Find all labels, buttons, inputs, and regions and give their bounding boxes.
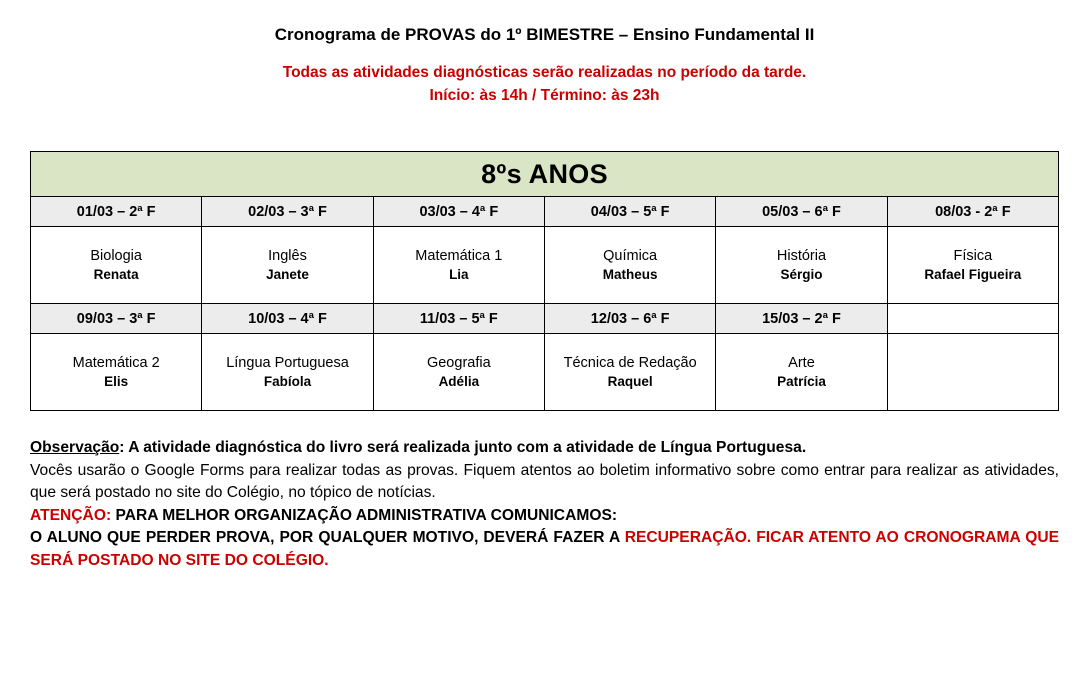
page-title-part-3: do bbox=[475, 25, 506, 44]
observation-label: Observação bbox=[30, 439, 120, 457]
exam-teacher: Raquel bbox=[607, 373, 653, 389]
page-title-part-5: – Ensino Fundamental II bbox=[614, 25, 815, 44]
exam-teacher: Lia bbox=[449, 266, 469, 282]
schedule-table-wrapper bbox=[30, 151, 1059, 411]
exam-cell bbox=[716, 227, 887, 304]
exam-teacher: Elis bbox=[104, 373, 129, 389]
schedule-table bbox=[30, 151, 1059, 411]
date-header: 03/03 – 4ª F bbox=[373, 197, 544, 227]
table-row-dates-1 bbox=[31, 197, 1059, 227]
observation-note bbox=[30, 437, 1059, 460]
exam-teacher: Patrícia bbox=[777, 373, 826, 389]
exam-cell bbox=[887, 227, 1058, 304]
exam-cell bbox=[31, 334, 202, 411]
date-header: 01/03 – 2ª F bbox=[31, 197, 202, 227]
exam-subject: Técnica de Redação bbox=[563, 354, 697, 371]
date-header: 11/03 – 5ª F bbox=[373, 304, 544, 334]
final-note bbox=[30, 527, 1059, 572]
exam-subject: Física bbox=[953, 247, 993, 264]
exam-cell-empty bbox=[887, 334, 1058, 411]
exam-subject: Matemática 1 bbox=[415, 247, 503, 264]
exam-cell bbox=[31, 227, 202, 304]
notice-line-2: Início: às 14h / Término: às 23h bbox=[429, 86, 660, 104]
exam-teacher: Rafael Figueira bbox=[924, 266, 1022, 282]
table-row-subjects-1 bbox=[31, 227, 1059, 304]
forms-note: Vocês usarão o Google Forms para realizar todas as provas. Fiquem atentos ao boletim informativo sobre como entrar para realizar as atividades, que será postado no site do Colégio, no tópico de notícias. bbox=[30, 461, 1059, 502]
page-title-part-4: 1º BIMESTRE bbox=[505, 25, 615, 44]
attention-label: ATENÇÃO: bbox=[30, 506, 112, 524]
date-header: 15/03 – 2ª F bbox=[716, 304, 887, 334]
exam-cell bbox=[373, 227, 544, 304]
date-header: 10/03 – 4ª F bbox=[202, 304, 373, 334]
page-title-part-2: PROVAS bbox=[405, 25, 476, 44]
date-header: 09/03 – 3ª F bbox=[31, 304, 202, 334]
date-header-empty bbox=[887, 304, 1058, 334]
page-title bbox=[30, 24, 1059, 46]
exam-cell bbox=[373, 334, 544, 411]
exam-cell bbox=[716, 334, 887, 411]
exam-subject: História bbox=[776, 247, 827, 264]
exam-subject: Geografia bbox=[426, 354, 491, 371]
exam-cell bbox=[544, 334, 715, 411]
exam-subject: Inglês bbox=[268, 247, 307, 264]
exam-teacher: Fabíola bbox=[263, 373, 312, 389]
exam-subject: Arte bbox=[788, 354, 815, 371]
exam-cell bbox=[202, 227, 373, 304]
final-note-black: O ALUNO QUE PERDER PROVA, POR QUALQUER MOTIVO, DEVERÁ FAZER A bbox=[30, 529, 625, 547]
date-header: 12/03 – 6ª F bbox=[544, 304, 715, 334]
page-title-part-1: Cronograma de bbox=[274, 25, 406, 44]
date-header: 04/03 – 5ª F bbox=[544, 197, 715, 227]
final-note-red: RECUPERAÇÃO. FICAR ATENTO AO CRONOGRAMA QUE SERÁ POSTADO NO SITE DO COLÉGIO. bbox=[30, 529, 1059, 570]
exam-teacher: Renata bbox=[93, 266, 139, 282]
notice-block bbox=[30, 62, 1059, 107]
table-row-dates-2 bbox=[31, 304, 1059, 334]
date-header: 02/03 – 3ª F bbox=[202, 197, 373, 227]
date-header: 08/03 - 2ª F bbox=[887, 197, 1058, 227]
grade-banner: 8ºs ANOS bbox=[31, 152, 1059, 197]
exam-cell bbox=[202, 334, 373, 411]
exam-teacher: Matheus bbox=[602, 266, 658, 282]
table-row-banner bbox=[31, 152, 1059, 197]
attention-text: PARA MELHOR ORGANIZAÇÃO ADMINISTRATIVA COMUNICAMOS: bbox=[111, 506, 618, 524]
date-header: 05/03 – 6ª F bbox=[716, 197, 887, 227]
notice-line-1: Todas as atividades diagnósticas serão realizadas no período da tarde. bbox=[282, 64, 807, 82]
attention-note bbox=[30, 505, 1059, 528]
exam-subject: Matemática 2 bbox=[72, 354, 160, 371]
exam-teacher: Janete bbox=[266, 266, 309, 282]
exam-subject: Biologia bbox=[90, 247, 142, 264]
exam-teacher: Adélia bbox=[438, 373, 480, 389]
notes-section bbox=[30, 437, 1059, 573]
table-row-subjects-2 bbox=[31, 334, 1059, 411]
exam-cell bbox=[544, 227, 715, 304]
observation-text: : A atividade diagnóstica do livro será realizada junto com a atividade de Língua Portuguesa. bbox=[119, 439, 807, 457]
exam-teacher: Sérgio bbox=[780, 266, 823, 282]
exam-subject: Química bbox=[603, 247, 658, 264]
exam-subject: Língua Portuguesa bbox=[226, 354, 349, 371]
